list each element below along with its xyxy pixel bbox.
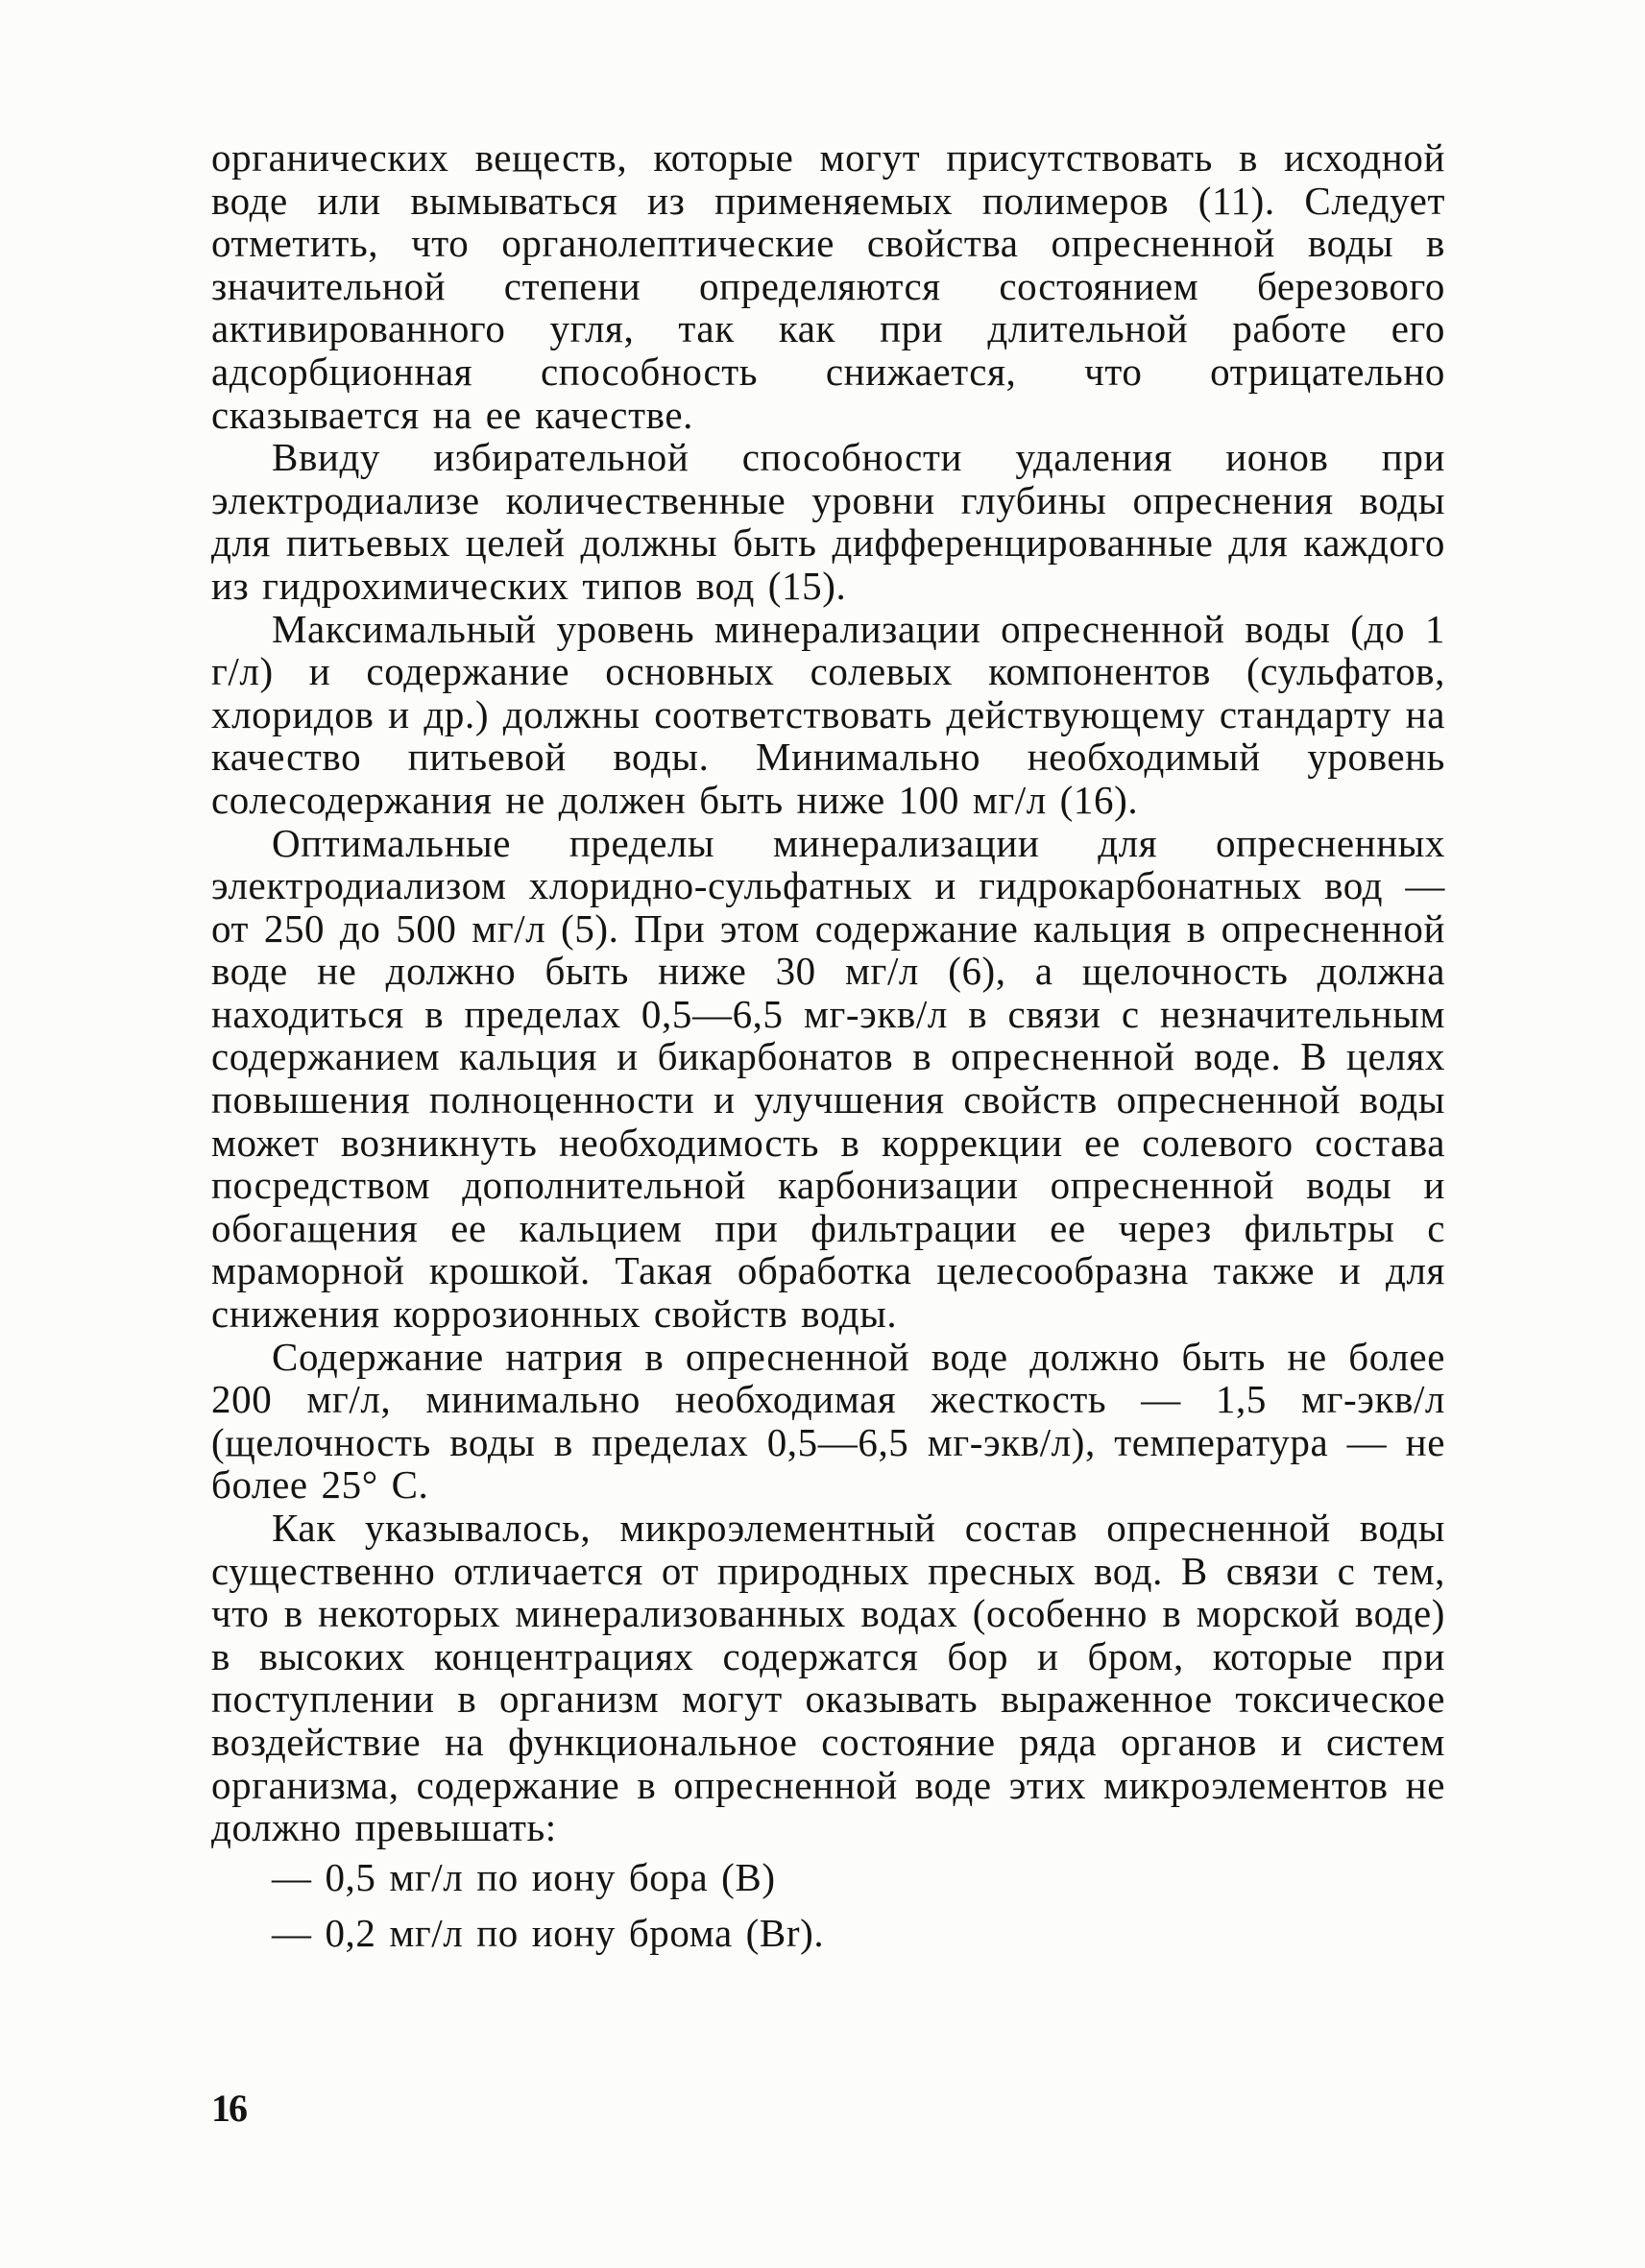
paragraph-2: Ввиду избирательной способности удаления ионов при электродиализе количественные уровни глубины опреснения воды для питьевых целей должны быть дифференцированные для каждого из гидрохимических типов вод (15). xyxy=(211,435,1445,608)
page-number: 16 xyxy=(211,2087,246,2130)
paragraph-1: органических веществ, которые могут присутствовать в исходной воде или вымываться из применяемых полимеров (11). Следует отметить, что органолептические свойства опресненной воды в значительной степени определяются состоянием березового активированного угля, так как при длительной работе его адсорбционная способность снижается, что отрицательно сказывается на ее качестве. xyxy=(211,135,1445,437)
paragraph-6: Как указывалось, микроэлементный состав опресненной воды существенно отличается от природных пресных вод. В связи с тем, что в некоторых минерализованных водах (особенно в морской воде) в высоких концентрациях содержатся бор и бром, которые при поступлении в организм могут оказывать выраженное токсическое воздействие на функциональное состояние ряда органов и систем организма, содержание в опресненной воде этих микроэлементов не должно превышать: xyxy=(211,1506,1445,1850)
list-item-bromine: — 0,2 мг/л по иону брома (Br). xyxy=(272,1910,825,1955)
paragraph-3: Максимальный уровень минерализации опресненной воды (до 1 г/л) и содержание основных солевых компонентов (сульфатов, хлоридов и др.) должны соответствовать действующему стандарту на качество питьевой воды. Минимально необходимый уровень солесодержания не должен быть ниже 100 мг/л (16). xyxy=(211,606,1445,822)
list-item-boron: — 0,5 мг/л по иону бора (В) xyxy=(272,1854,776,1899)
body-text xyxy=(211,136,1445,1961)
paragraph-4: Оптимальные пределы минерализации для опресненных электродиализом хлоридно-сульфатных и гидрокарбонатных вод — от 250 до 500 мг/л (5). При этом содержание кальция в опресненной воде не должно быть ниже 30 мг/л (6), а щелочность должна находиться в пределах 0,5—6,5 мг-экв/л в связи с незначительным содержанием кальция и бикарбонатов в опресненной воде. В целях повышения полноценности и улучшения свойств опресненной воды может возникнуть необходимость в коррекции ее солевого состава посредством дополнительной карбонизации опресненной воды и обогащения ее кальцием при фильтрации ее через фильтры с мраморной крошкой. Такая обработка целесообразна также и для снижения коррозионных свойств воды. xyxy=(211,820,1445,1337)
paragraph-5: Содержание натрия в опресненной воде должно быть не более 200 мг/л, минимально необходимая жесткость — 1,5 мг-экв/л (щелочность воды в пределах 0,5—6,5 мг-экв/л), температура — не более 25° С. xyxy=(211,1334,1445,1508)
